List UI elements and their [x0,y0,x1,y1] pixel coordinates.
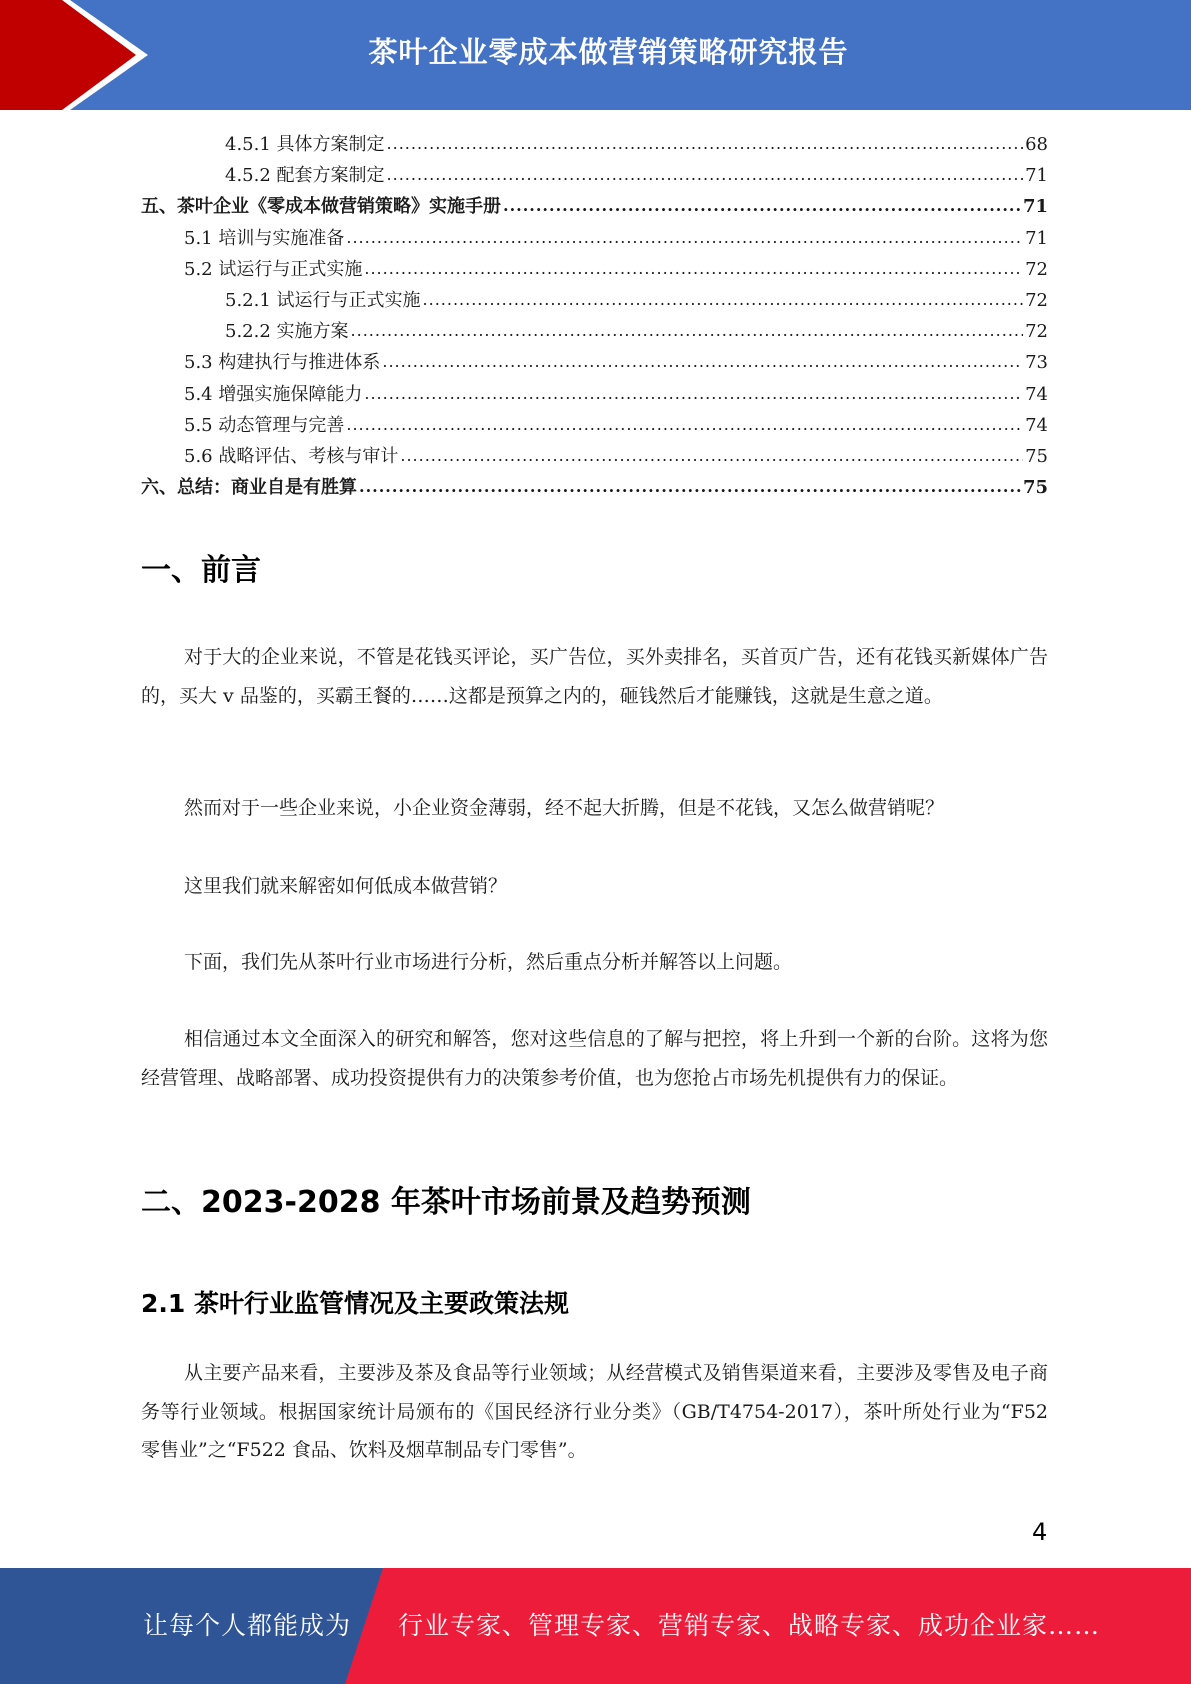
toc-entry[interactable] [141,254,1048,285]
toc-entry-page: 74 [1025,414,1048,436]
toc-dot-leader [423,290,1024,310]
toc-entry-label: 5.5 动态管理与完善 [184,414,345,436]
toc-entry[interactable] [141,410,1048,441]
toc-dot-leader [364,384,1023,404]
toc-dot-leader [346,228,1023,248]
toc-entry-label: 5.2 试运行与正式实施 [184,258,363,280]
toc-dot-leader [346,415,1023,435]
toc-entry-page: 74 [1025,383,1048,405]
footer-slogan-left: 让每个人都能成为 [143,1611,352,1640]
toc-entry[interactable] [141,129,1048,160]
toc-entry[interactable] [141,223,1048,254]
toc-entry-label: 5.2.1 试运行与正式实施 [225,289,421,311]
toc-entry-label: 六、总结：商业自是有胜算 [141,477,357,499]
toc-dot-leader [351,321,1024,341]
toc-entry[interactable] [141,285,1048,316]
toc-entry-label: 5.3 构建执行与推进体系 [184,352,381,374]
toc-entry-page: 72 [1025,258,1048,280]
section-2-1-heading: 2.1 茶叶行业监管情况及主要政策法规 [141,1289,569,1318]
toc-entry[interactable] [141,441,1048,472]
preface-paragraph-3: 这里我们就来解密如何低成本做营销？ [184,875,508,897]
toc-entry-page: 73 [1025,352,1048,374]
page-header [0,0,1191,110]
toc-entry-label: 5.6 战略评估、考核与审计 [184,445,399,467]
toc-entry-page: 71 [1022,196,1048,218]
preface-paragraph-2: 然而对于一些企业来说，小企业资金薄弱，经不起大折腾，但是不花钱，又怎么做营销呢？ [184,797,945,819]
preface-paragraph-5: 相信通过本文全面深入的研究和解答，您对这些信息的了解与把控，将上升到一个新的台阶。这将为您经营管理、战略部署、成功投资提供有力的决策参考价值，也为您抢占市场先机提供有力的保证。 [141,1028,1048,1089]
section-2-1-paragraph: 从主要产品来看，主要涉及茶及食品等行业领域；从经营模式及销售渠道来看，主要涉及零售及电子商务等行业领域。根据国家统计局颁布的《国民经济行业分类》（GB/T4754-2017），茶叶所处行业为“F52 零售业”之“F522 食品、饮料及烟草制品专门零售”。 [141,1362,1048,1461]
toc-entry-page: 72 [1025,289,1048,311]
toc-entry[interactable] [141,160,1048,191]
toc-entry-label: 5.4 增强实施保障能力 [184,383,363,405]
toc-entry-page: 75 [1022,477,1048,499]
toc-entry-label: 5.1 培训与实施准备 [184,227,345,249]
page-number: 4 [1032,1518,1048,1546]
toc-dot-leader [359,477,1021,497]
toc-entry-page: 75 [1025,445,1048,467]
report-title: 茶叶企业零成本做营销策略研究报告 [368,34,849,69]
toc-dot-leader [387,134,1024,154]
toc-entry-page: 71 [1025,165,1048,187]
toc-entry[interactable] [141,347,1048,378]
toc-entry[interactable] [141,472,1048,503]
toc-dot-leader [364,259,1023,279]
chapter-2-heading: 二、2023-2028 年茶叶市场前景及趋势预测 [141,1185,751,1220]
toc-dot-leader [503,196,1021,216]
toc-entry[interactable] [141,191,1048,222]
preface-heading: 一、前言 [141,553,261,588]
toc-entry-label: 4.5.2 配套方案制定 [225,165,385,187]
toc-entry-label: 五、茶叶企业《零成本做营销策略》实施手册 [141,196,501,218]
toc-dot-leader [400,446,1023,466]
toc-entry-page: 72 [1025,321,1048,343]
toc-entry-page: 68 [1025,134,1048,155]
preface-paragraph-1: 对于大的企业来说，不管是花钱买评论，买广告位，买外卖排名，买首页广告，还有花钱买新媒体广告的，买大 v 品鉴的，买霸王餐的……这都是预算之内的，砸钱然后才能赚钱，这就是生意之道。 [141,646,1048,707]
toc-entry[interactable] [141,316,1048,347]
page-footer [0,1568,1191,1684]
toc-dot-leader [382,352,1023,372]
toc-dot-leader [387,165,1024,185]
preface-paragraph-4: 下面，我们先从茶叶行业市场进行分析，然后重点分析并解答以上问题。 [184,951,793,973]
toc-entry[interactable] [141,379,1048,410]
toc-entry-page: 71 [1025,227,1048,249]
footer-slogan-right: 行业专家、管理专家、营销专家、战略专家、成功企业家…… [398,1611,1101,1640]
table-of-contents [141,129,1048,503]
toc-entry-label: 4.5.1 具体方案制定 [225,134,385,155]
toc-entry-label: 5.2.2 实施方案 [225,321,349,343]
